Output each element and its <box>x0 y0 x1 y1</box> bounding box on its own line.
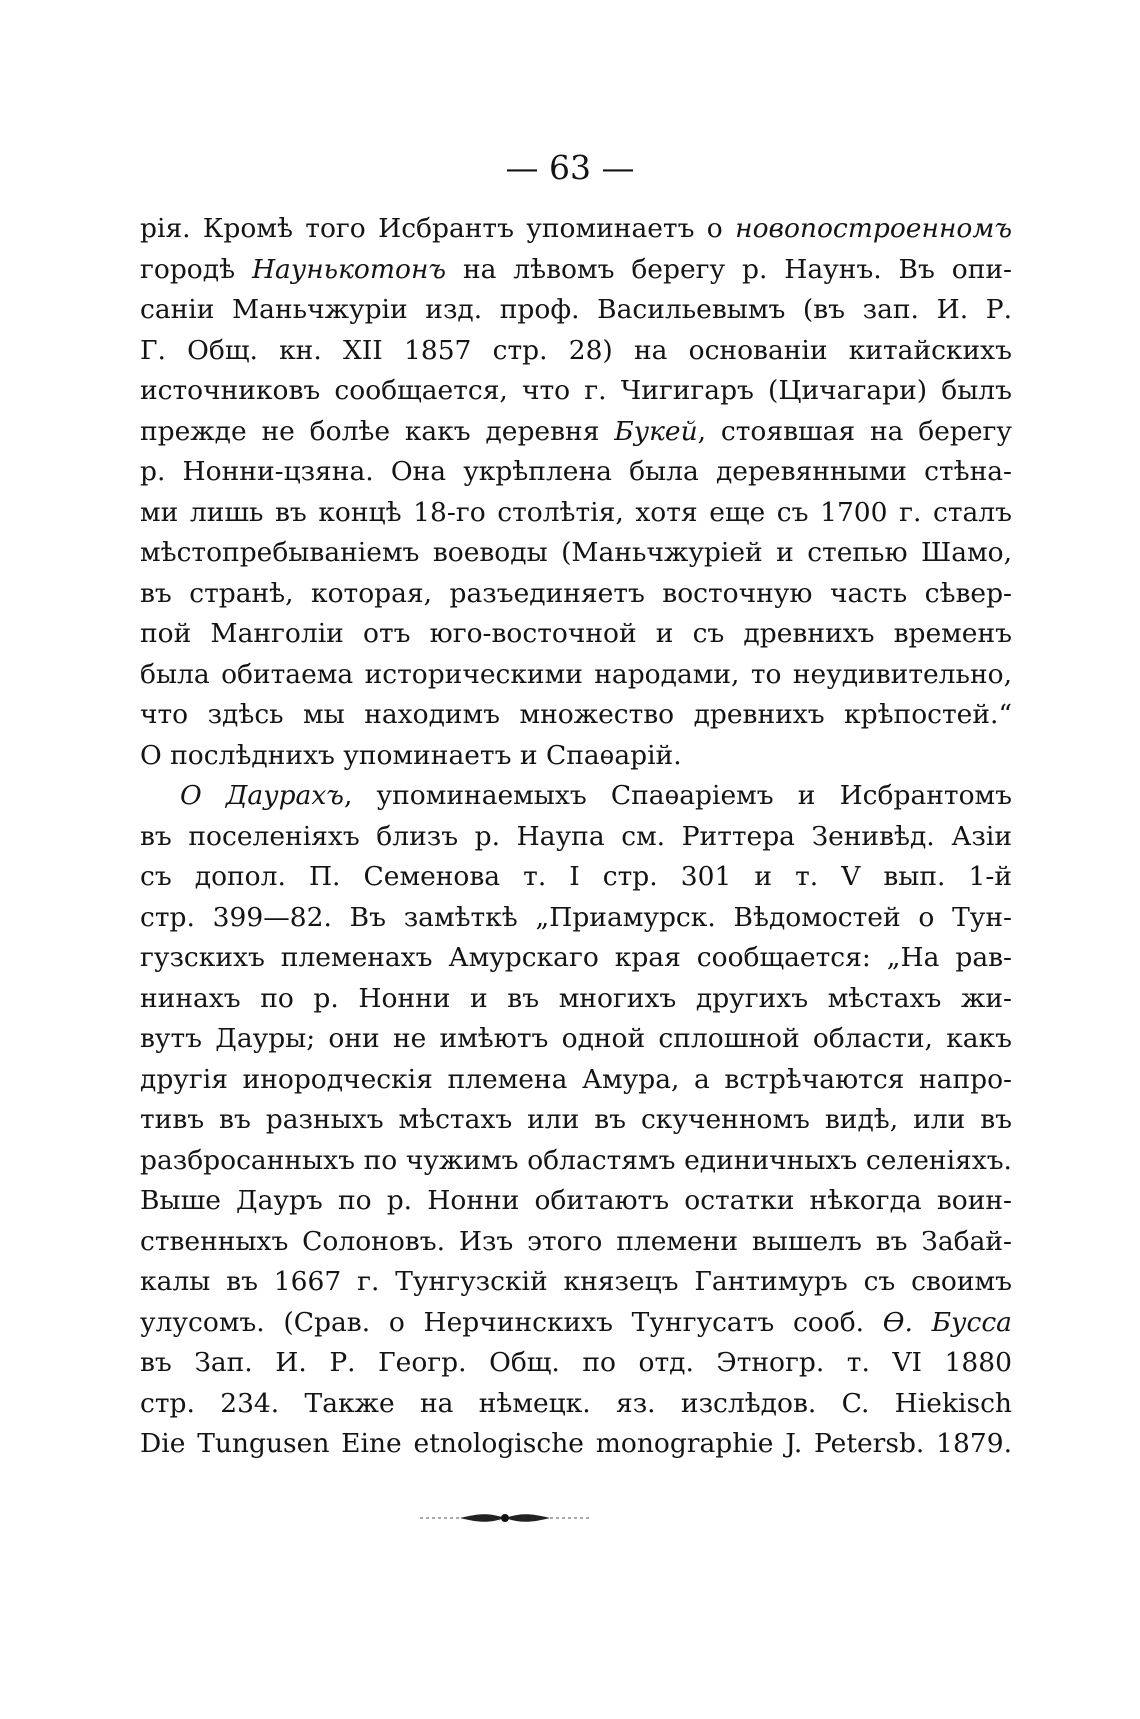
text-line <box>140 817 1012 858</box>
text-segment: была обитаема историческими народами, то неудивительно, <box>140 658 1012 690</box>
text-line <box>140 1060 1012 1101</box>
text-segment: Г. Общ. кн. XII 1857 стр. 28) на основаніи китайскихъ <box>140 334 1012 366</box>
text-line <box>140 493 1012 534</box>
text-segment: другія инородческія племена Амура, а встрѣчаются напро- <box>140 1063 1012 1095</box>
text-line <box>140 979 1012 1020</box>
text-segment: источниковъ сообщается, что г. Чигигаръ (Цичагари) былъ <box>140 375 1012 406</box>
text-segment: въ поселеніяхъ близъ р. Наупа см. Риттера Зенивѣд. Азіи <box>140 820 1012 852</box>
text-segment: пой Манголіи отъ юго-восточной и съ древнихъ временъ <box>140 618 1012 649</box>
text-segment: въ Зап. И. Р. Геогр. Общ. по отд. Этногр. т. VI 1880 <box>140 1347 1012 1378</box>
text-segment: Выше Дауръ по р. Нонни обитаютъ остатки нѣкогда воин- <box>140 1185 1012 1216</box>
text-segment: гузскихъ племенахъ Амурскаго края сообщается: „На рав- <box>140 942 1012 973</box>
text-line <box>140 938 1012 979</box>
text-segment: тивъ въ разныхъ мѣстахъ или въ скученномъ видѣ, или въ <box>140 1104 1012 1135</box>
text-segment: р. Нонни-цзяна. Она укрѣплена была деревянными стѣна- <box>140 456 1012 487</box>
text-segment: прежде не болѣе какъ деревня <box>140 415 615 447</box>
text-segment: улусомъ. (Срав. о Нерчинскихъ Тунгусатъ сооб. <box>140 1306 883 1338</box>
text-line <box>140 857 1012 898</box>
text-line <box>140 1019 1012 1060</box>
italic-segment: О Даурахъ <box>180 780 344 811</box>
end-ornament <box>420 1511 590 1525</box>
text-line <box>140 412 1012 453</box>
text-segment: саніи Маньчжуріи изд. проф. Васильевымъ (въ зап. И. Р. <box>140 294 1012 325</box>
text-segment: Die Tungusen Eine etnologische monographie J. Petersb. 1879. <box>140 1428 1012 1459</box>
text-line <box>140 1100 1012 1141</box>
text-segment: на лѣвомъ берегу р. Наунъ. Въ опи- <box>446 253 1012 285</box>
text-line <box>140 1384 1012 1425</box>
text-line <box>140 655 1012 696</box>
text-line <box>140 250 1012 291</box>
italic-segment: Ѳ. Бусса <box>882 1306 1012 1338</box>
text-line <box>140 290 1012 331</box>
text-segment: мѣстопребываніемъ воеводы (Маньчжуріей и степью Шамо, <box>140 537 1012 568</box>
text-line <box>140 1222 1012 1263</box>
text-line <box>140 209 1012 250</box>
text-segment: съ допол. П. Семенова т. I стр. 301 и т. V вып. 1-й <box>140 861 1012 892</box>
italic-segment: Наунькотонъ <box>251 253 447 285</box>
text-segment: стр. 399—82. Въ замѣткѣ „Приамурск. Вѣдомостей о Тун- <box>140 901 1012 933</box>
text-segment: стр. 234. Также на нѣмецк. яз. изслѣдов. C. Hiekisch <box>140 1387 1012 1419</box>
text-line <box>140 1343 1012 1384</box>
text-line <box>140 574 1012 615</box>
body-text <box>140 209 1012 1465</box>
text-line <box>140 1262 1012 1303</box>
text-line <box>140 1303 1012 1344</box>
text-line <box>140 898 1012 939</box>
text-line <box>140 533 1012 574</box>
text-line <box>140 1181 1012 1222</box>
text-line <box>140 695 1012 736</box>
text-line <box>140 614 1012 655</box>
text-segment: вутъ Дауры; они не имѣютъ одной сплошной области, какъ <box>140 1023 1012 1054</box>
text-segment: О послѣднихъ упоминаетъ и Спаѳарій. <box>140 739 682 771</box>
page-number: — 63 — <box>505 148 635 187</box>
text-segment: , упоминаемыхъ Спаѳаріемъ и Исбрантомъ <box>343 780 1012 811</box>
text-segment: ми лишь въ концѣ 18-го столѣтія, хотя еще съ 1700 г. сталъ <box>140 496 1012 528</box>
text-line <box>140 1424 1012 1465</box>
text-line <box>140 331 1012 372</box>
text-segment: калы въ 1667 г. Тунгузскій князецъ Гантимуръ съ своимъ <box>140 1266 1012 1297</box>
text-segment: рія. Кромѣ того Исбрантъ упоминаетъ о <box>140 213 736 244</box>
text-line <box>140 452 1012 493</box>
text-segment: ственныхъ Солоновъ. Изъ этого племени вышелъ въ Забай- <box>140 1225 1012 1257</box>
text-segment: въ странѣ, которая, разъединяетъ восточную часть сѣвер- <box>140 577 1012 609</box>
text-segment: нинахъ по р. Нонни и въ многихъ другихъ мѣстахъ жи- <box>140 982 1012 1014</box>
text-line <box>140 371 1012 412</box>
text-segment: что здѣсь мы находимъ множество древнихъ крѣпостей.“ <box>140 699 1012 730</box>
text-segment: , стоявшая на берегу <box>697 415 1012 447</box>
text-line <box>140 736 1012 777</box>
text-line <box>140 1141 1012 1182</box>
text-line <box>140 776 1012 817</box>
italic-segment: Букей <box>614 415 698 447</box>
text-segment: городѣ <box>140 253 252 285</box>
text-segment: разбросанныхъ по чужимъ областямъ единичныхъ селеніяхъ. <box>140 1144 1012 1176</box>
italic-segment: новопостроенномъ <box>735 213 1012 244</box>
